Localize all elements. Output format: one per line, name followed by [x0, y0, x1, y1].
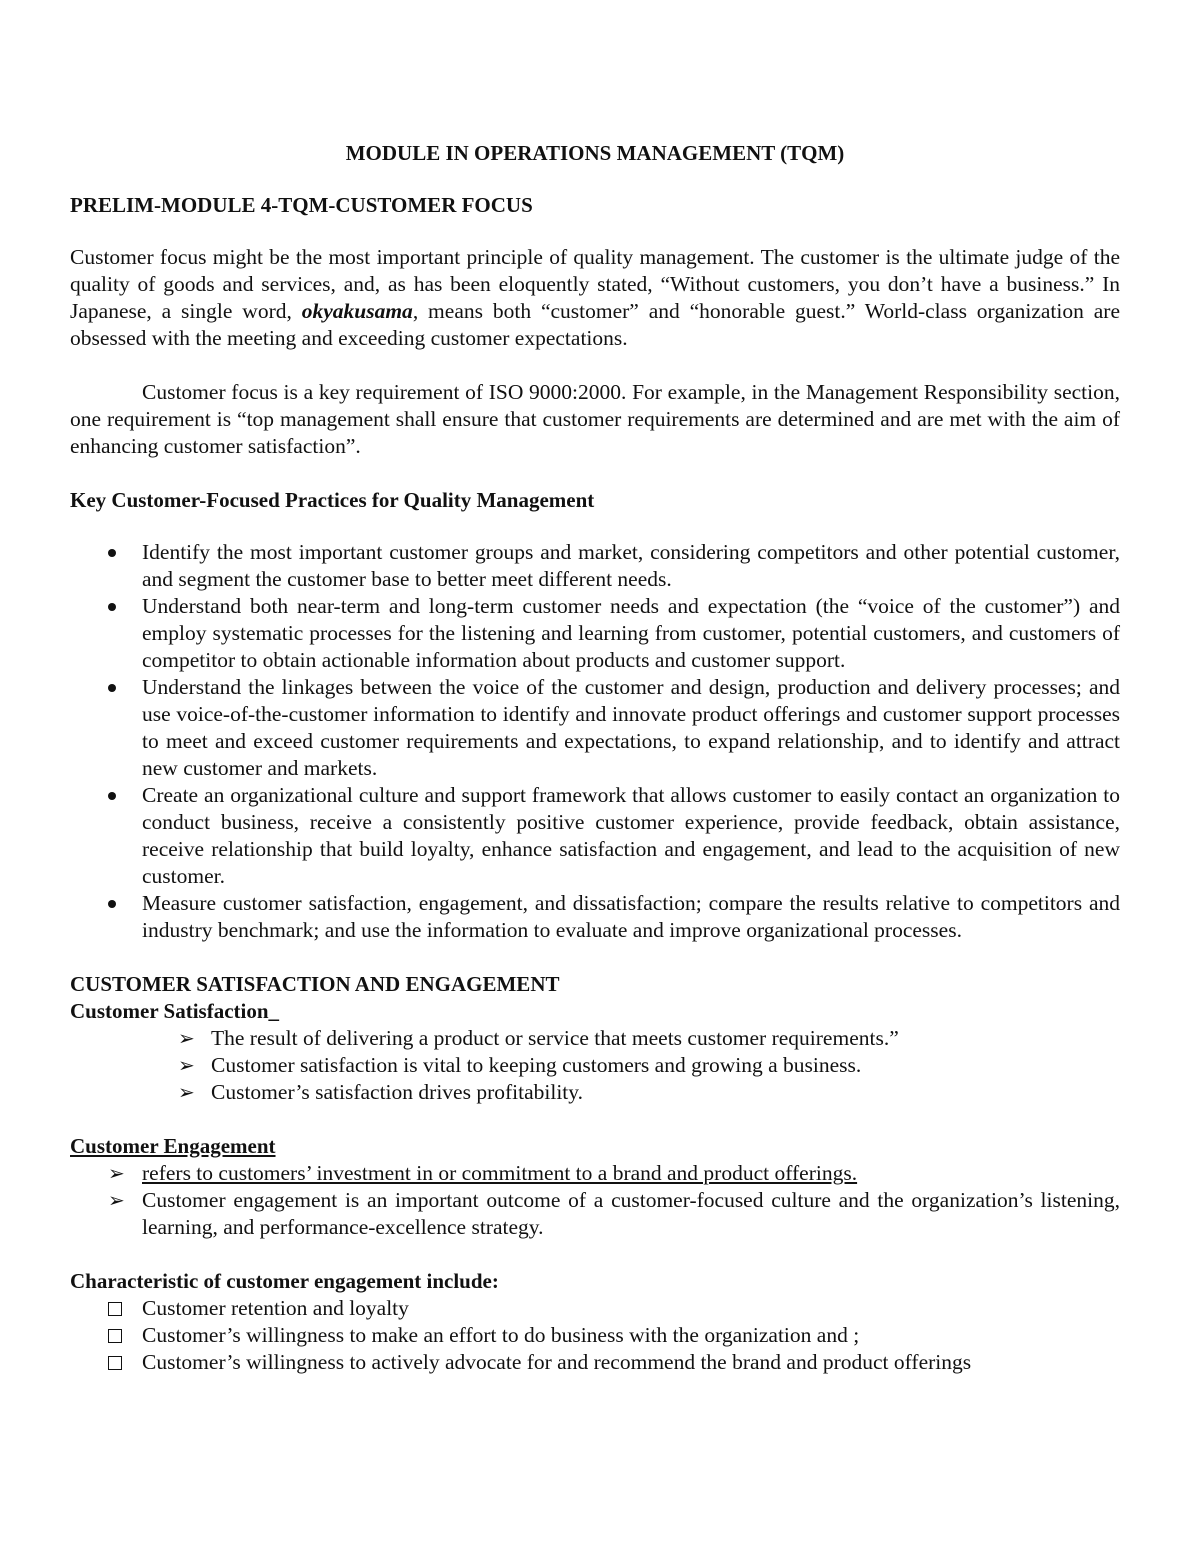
- list-item-text: Customer’s willingness to actively advocate for and recommend the brand and product offerings: [142, 1350, 972, 1374]
- bullet-icon: [108, 549, 116, 557]
- bullet-icon: [108, 684, 116, 692]
- arrow-bullet-icon: ➢: [108, 1188, 125, 1212]
- list-item-text: Customer’s satisfaction drives profitability.: [211, 1080, 584, 1104]
- list-item: [70, 1322, 1120, 1349]
- satisfaction-heading: Customer Satisfaction_: [70, 999, 280, 1023]
- list-item-text: Measure customer satisfaction, engagement, and dissatisfaction; compare the results relative to competitors and industry benchmark; and use the information to evaluate and improve organizational processes.: [142, 891, 1120, 942]
- practices-heading: Key Customer-Focused Practices for Quality Management: [70, 488, 595, 512]
- list-item-text: Customer engagement is an important outcome of a customer-focused culture and the organization’s listening, learning, and performance-excellence strategy.: [142, 1188, 1120, 1239]
- checkbox-bullet-icon: [108, 1329, 122, 1343]
- checkbox-bullet-icon: [108, 1356, 122, 1370]
- characteristics-heading: Characteristic of customer engagement include:: [70, 1269, 499, 1293]
- bullet-icon: [108, 603, 116, 611]
- satisfaction-list: [70, 1025, 1120, 1106]
- intro-text-part1: Customer focus might be the most important principle of quality management. The customer is the ultimate judge of the quality of goods and services, and, as has been eloquently stated, “Without customers, you don’t have a business.” In Japanese, a single word,: [70, 245, 1120, 323]
- intro-text-part2: , means both “customer” and “honorable guest.” World-class organization are obsessed with the meeting and exceeding customer expectations.: [70, 299, 1120, 350]
- satisfaction-section-heading: CUSTOMER SATISFACTION AND ENGAGEMENT: [70, 972, 560, 996]
- list-item-text: Identify the most important customer groups and market, considering competitors and other potential customer, and segment the customer base to better meet different needs.: [142, 540, 1120, 591]
- list-item: [70, 1052, 1120, 1079]
- characteristics-list: [70, 1295, 1120, 1376]
- arrow-bullet-icon: ➢: [108, 1161, 125, 1185]
- list-item-text: Customer’s willingness to make an effort to do business with the organization and ;: [142, 1323, 860, 1347]
- iso-paragraph: Customer focus is a key requirement of ISO 9000:2000. For example, in the Management Responsibility section, one requirement is “top management shall ensure that customer requirements are determined and are met with the aim of enhancing customer satisfaction”.: [70, 380, 1120, 458]
- bullet-icon: [108, 792, 116, 800]
- engagement-heading: Customer Engagement: [70, 1134, 276, 1158]
- list-item: [70, 674, 1120, 782]
- list-item: [70, 593, 1120, 674]
- module-heading: PRELIM-MODULE 4-TQM-CUSTOMER FOCUS: [70, 193, 533, 217]
- list-item-text: Customer satisfaction is vital to keeping customers and growing a business.: [211, 1053, 862, 1077]
- list-item-text: Understand both near-term and long-term customer needs and expectation (the “voice of the customer”) and employ systematic processes for the listening and learning from customer, potential customers, and customers of competitor to obtain actionable information about products and customer support.: [142, 594, 1120, 672]
- arrow-bullet-icon: ➢: [178, 1080, 195, 1104]
- list-item: [70, 1295, 1120, 1322]
- checkbox-bullet-icon: [108, 1302, 122, 1316]
- intro-emphasis-word: okyakusama: [301, 299, 413, 323]
- list-item-text: Customer retention and loyalty: [142, 1296, 409, 1320]
- list-item-text: Understand the linkages between the voice of the customer and design, production and delivery processes; and use voice-of-the-customer information to identify and innovate product offerings and customer support processes to meet and exceed customer requirements and expectations, to expand relationship, and to identify and attract new customer and markets.: [142, 675, 1120, 780]
- list-item: [70, 1349, 1120, 1376]
- document-title: MODULE IN OPERATIONS MANAGEMENT (TQM): [345, 141, 845, 165]
- list-item: [70, 890, 1120, 944]
- bullet-icon: [108, 900, 116, 908]
- practices-list: [70, 539, 1120, 944]
- list-item: [70, 539, 1120, 593]
- intro-paragraph: [70, 244, 1120, 352]
- list-item: [70, 1160, 1120, 1187]
- arrow-bullet-icon: ➢: [178, 1053, 195, 1077]
- engagement-list: [70, 1160, 1120, 1241]
- list-item-text: refers to customers’ investment in or commitment to a brand and product offerings.: [142, 1161, 858, 1185]
- list-item-text: Create an organizational culture and support framework that allows customer to easily contact an organization to conduct business, receive a consistently positive customer experience, provide feedback, obtain assistance, receive relationship that build loyalty, enhance satisfaction and engagement, and lead to the acquisition of new customer.: [142, 783, 1120, 888]
- list-item-text: The result of delivering a product or service that meets customer requirements.”: [211, 1026, 899, 1050]
- list-item: [70, 782, 1120, 890]
- list-item: [70, 1025, 1120, 1052]
- arrow-bullet-icon: ➢: [178, 1026, 195, 1050]
- list-item: [70, 1079, 1120, 1106]
- document-page: [70, 140, 1120, 1376]
- list-item: [70, 1187, 1120, 1241]
